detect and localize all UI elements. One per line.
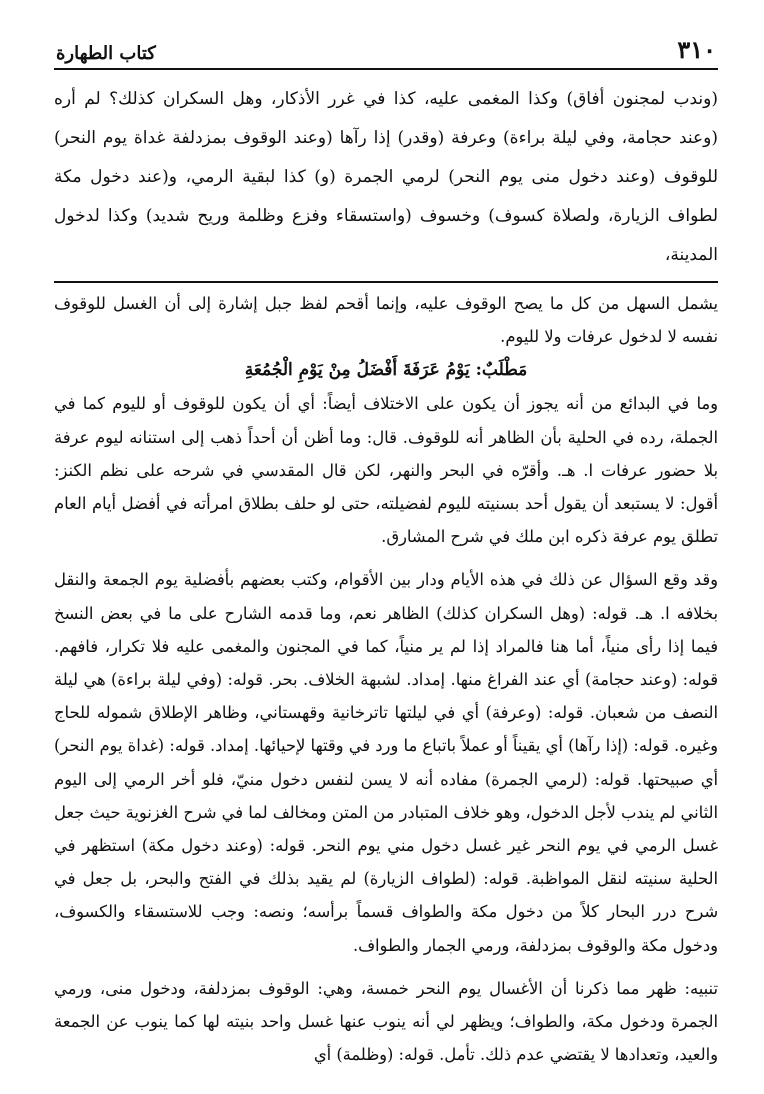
commentary-paragraph: يشمل السهل من كل ما يصح الوقوف عليه، وإنما أقحم لفظ جبل إشارة إلى أن الغسل للوقوف نفسه لا لدخول عرفات ولا لليوم. (54, 294, 718, 347)
page-header (54, 30, 718, 70)
commentary-paragraph: تنبيه: ظهر مما ذكرنا أن الأغسال يوم النحر خمسة، وهي: الوقوف بمزدلفة، ودخول منى، ورمي الجمرة ودخول مكة، والطواف؛ ويظهر لي أنه ينوب عنها غسل واحد بنيته لها كما ينوب عن الجمعة والعيد، وتعدادها لا يقتضي عدم ذلك. تأمل. قوله: (وظلمة) أي (54, 978, 718, 1065)
commentary-paragraph: وما في البدائع من أنه يجوز أن يكون على الاختلاف أيضاً: أي أن يكون للوقوف أو لليوم كما في الجملة، رده في الحلية بأن الظاهر أنه للوقوف. قال: وما أظن أن أحداً ذهب إلى استنانه ليوم عرفة بلا حضور عرفات ا. هـ. وأقرّه في البحر والنهر، لكن قال المقدسي في شرحه على نظم الكنز: أقول: لا يستبعد أن يقول أحد بسنيته لليوم لفضيلته، حتى لو حلف بطلاق امرأته في أفضل أيام العام تطلق يوم عرفة ذكره ابن ملك في شرح المشارق. (54, 394, 718, 547)
main-text-paragraph: (وندب لمجنون أفاق) وكذا المغمى عليه، كذا في غرر الأذكار، وهل السكران كذلك؟ لم أره (وعند حجامة، وفي ليلة براءة) وعرفة (وقدر) إذا رآها (وعند الوقوف بمزدلفة غداة يوم النحر) للوقوف (وعند دخول منى يوم النحر) لرمي الجمرة (و) كذا لبقية الرمي، و(عند دخول مكة لطواف الزيارة، ولصلاة كسوف) وخسوف (واستسقاء وفزع وظلمة وريح شديد) وكذا لدخول المدينة، (54, 89, 718, 265)
commentary (54, 287, 718, 1071)
book-page (54, 30, 718, 1071)
main-text (54, 80, 718, 275)
running-title: كتاب الطهارة (56, 43, 156, 64)
section-heading: مَطْلَبٌ: يَوْمُ عَرَفَةَ أَفْضَلُ مِنْ يَوْمِ الْجُمُعَةِ (244, 360, 528, 381)
separator-rule (54, 281, 718, 283)
commentary-paragraph: وقد وقع السؤال عن ذلك في هذه الأيام ودار بين الأقوام، وكتب بعضهم بأفضلية يوم الجمعة والنقل بخلافه ا. هـ. قوله: (وهل السكران كذلك) الظاهر نعم، وما قدمه الشارح على ما في بعض النسخ فيما إذا رأى منياً، أما هنا فالمراد إذا لم ير منياً، كما في المجنون والمغمى عليه فلا تكرار، فافهم. قوله: (وعند حجامة) أي عند الفراغ منها. إمداد. لشبهة الخلاف. بحر. قوله: (وفي ليلة براءة) هي ليلة النصف من شعبان. قوله: (وعرفة) أي في ليلتها تاترخانية وقهستاني، وظاهر الإطلاق شموله للحاج وغيره. قوله: (إذا رآها) أي يقيناً أو عملاً باتباع ما ورد في وقتها لإحيائها. إمداد. قوله: (غداة يوم النحر) أي صبيحتها. قوله: (لرمي الجمرة) مفاده أنه لا يسن لنفس دخول منيّ، فلو أخر الرمي إلى اليوم الثاني لم يندب لأجل الدخول، وهو خلاف المتبادر من المتن ومخالف لما في شرح الغزنوية حيث جعل غسل الرمي في يوم النحر غير غسل دخول مني يوم النحر. قوله: (وعند دخول مكة) استظهر في الحلية سنيته لنقل المواظبة. قوله: (لطواف الزيارة) لم يقيد بذلك في الفتح والبحر، بل جعل في شرح درر البحار كلاً من دخول مكة والطواف قسماً برأسه؛ ونصه: وجب للاستسقاء والكسوف، ودخول مكة والوقوف بمزدلفة، ورمي الجمار والطواف. (54, 570, 718, 955)
page-number: ٣١٠ (677, 35, 716, 64)
